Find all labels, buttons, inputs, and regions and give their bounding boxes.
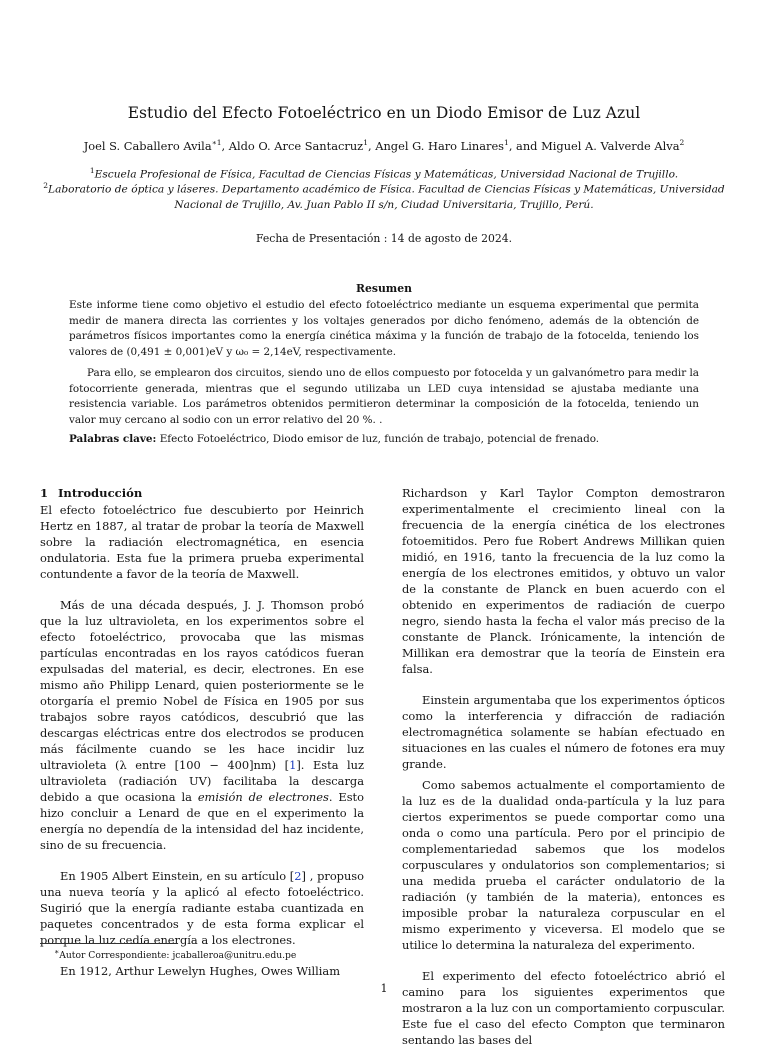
text-run: . Esto hizo concluir a Lenard de que en el experimento la energía no dependía de la intensidad del haz incidente, sino de su frecuencia.: [40, 790, 364, 852]
keywords-line: [69, 432, 699, 448]
author-name: Aldo O. Arce Santacruz: [228, 138, 364, 153]
keywords-label: Palabras clave:: [69, 433, 157, 445]
text-run: ]. Esta luz ultravioleta (radiación UV) facilitaba la descarga debido a que ocasiona la: [40, 758, 364, 804]
author-mark: 2: [679, 138, 685, 147]
emphasis-text: emisión de electrones: [197, 790, 329, 804]
abstract-paragraph-2: Para ello, se emplearon dos circuitos, siendo uno de ellos compuesto por fotocelda y un galvanómetro para medir la fotocorriente generada, mientras que el segundo utilizaba un LED cuya intensidad se ajustaba mediante una resistencia variable. Los parámetros obtenidos permitieron determinar la composición de la fotocelda, teniendo un valor muy cercano al sodio con un error relativo del 20 %. .: [69, 367, 699, 426]
intro-paragraph-3: [40, 868, 364, 948]
right-column: [402, 485, 725, 1048]
citation-link[interactable]: 1: [289, 758, 297, 772]
author-separator: ,: [221, 138, 229, 153]
author-list: [0, 138, 768, 153]
intro-paragraph-7: Como sabemos actualmente el comportamiento de la luz es de la dualidad onda-partícula y la luz para ciertos experimentos se puede comportar como una onda o como una partícula. Pero por el principio de complementariedad sabemos que los modelos corpusculares y ondulatorios son complementarios; si una medida prueba el carácter ondulatorio de la radiación (y también de la materia), entonces es imposible probar la naturaleza corpuscular en el mismo experimento y viceversa. El modelo que se utilice lo determina la naturaleza del experimento.: [402, 778, 725, 952]
intro-paragraph-1: El efecto fotoeléctrico fue descubierto por Heinrich Hertz en 1887, al tratar de probar la teoría de Maxwell sobre la radiación electromagnética, en esencia ondulatoria. Esta fue la primera prueba experimental contundente a favor de la teoría de Maxwell.: [40, 503, 364, 581]
affiliation-text: Escuela Profesional de Física, Facultad de Ciencias Físicas y Matemáticas, Universidad Nacional de Trujillo.: [94, 168, 679, 181]
keywords-text: Efecto Fotoeléctrico, Diodo emisor de luz, función de trabajo, potencial de frenado.: [159, 433, 600, 445]
affiliation-2: [40, 178, 728, 213]
text-run: Más de una década después, J. J. Thomson probó que la luz ultravioleta, en los experimentos sobre el efecto fotoeléctrico, provocaba que las mismas partículas encontradas en los rayos catódicos fueran expulsadas del material, es decir, electrones. En ese mismo año Philipp Lenard, quien posteriormente se le otorgaría el premio Nobel de Física en 1905 por sus trabajos sobre rayos catódicos, descubrió que las descargas eléctricas entre dos electrodos se producen más fácilmente cuando se les hace incidir luz ultravioleta (λ entre [100 − 400]nm) [: [40, 598, 364, 772]
citation-link[interactable]: 2: [294, 869, 302, 883]
author-separator: ,: [367, 138, 376, 153]
intro-paragraph-5: Richardson y Karl Taylor Compton demostraron experimentalmente el crecimiento lineal con la frecuencia de la energía cinética de los electrones fotoemitidos. Pero fue Robert Andrews Millikan quien midió, en 1916, tanto la frecuencia de la luz como la energía de los electrones emitidos, y obtuvo un valor de la constante de Planck en buen acuerdo con el obtenido en experimentos de radiación de cuerpo negro, siendo hasta la fecha el valor más preciso de la constante de Planck. Irónicamente, la intención de Millikan era demostrar que la teoría de Einstein era falsa.: [402, 486, 725, 676]
author-name: Angel G. Haro Linares: [375, 138, 505, 153]
intro-paragraph-2: [40, 597, 364, 853]
author-separator: , and: [508, 138, 542, 153]
footnote-mark: ∗: [54, 947, 60, 956]
intro-paragraph-4: En 1912, Arthur Lewelyn Hughes, Owes William: [60, 964, 341, 978]
section-number: 1: [40, 486, 49, 500]
footnote: [54, 947, 296, 961]
affiliation-text: Laboratorio de óptica y láseres. Departamento académico de Física. Facultad de Ciencias Físicas y Matemáticas, Universidad Nacional de Trujillo, Av. Juan Pablo II s/n, Ciudad Universitaria, Trujillo, Perú.: [48, 183, 725, 211]
affiliation-mark: 1: [89, 166, 95, 175]
footnote-rule: [40, 943, 178, 944]
author-mark: ∗1: [211, 138, 222, 147]
abstract-paragraph-1: Este informe tiene como objetivo el estudio del efecto fotoeléctrico mediante un esquema experimental que permita medir de manera directa las corrientes y los voltajes generados por dicho fenómeno, además de la obtención de parámetros físicos importantes como la energía cinética máxima y la función de trabajo de la fotocelda, teniendo los valores de (0,491 ± 0,001)eV y ω₀ = 2,14eV, respectivamente.: [69, 299, 699, 358]
intro-paragraph-8: El experimento del efecto fotoeléctrico abrió el camino para los siguientes experimentos que mostraron a la luz con un comportamiento corpuscular. Este fue el caso del efecto Compton que terminaron sentando las bases del: [402, 969, 725, 1047]
text-run: ] , propuso una nueva teoría y la aplicó al efecto fotoeléctrico. Sugirió que la energía radiante estaba cuantizada en paquetes concentrados y de esta forma explicar el porque la luz cedía energía a los electrones.: [40, 869, 365, 947]
left-column: [40, 485, 364, 979]
section-heading: [40, 485, 364, 501]
section-title: Introducción: [58, 486, 143, 500]
page-number: 1: [380, 982, 388, 995]
intro-paragraph-6: Einstein argumentaba que los experimentos ópticos como la interferencia y difracción de radiación electromagnética solamente se habían efectuado en situaciones en las cuales el número de fotones era muy grande.: [402, 693, 725, 771]
author-mark: 1: [504, 138, 509, 147]
footnote-text: Autor Correspondiente: jcaballeroa@unitru.edu.pe: [59, 950, 297, 962]
paper-title: Estudio del Efecto Fotoeléctrico en un Diodo Emisor de Luz Azul: [127, 104, 641, 122]
author-mark: 1: [363, 138, 368, 147]
author-name: Joel S. Caballero Avila: [83, 138, 212, 153]
author-name: Miguel A. Valverde Alva: [541, 138, 680, 153]
text-run: En 1905 Albert Einstein, en su artículo [: [60, 869, 295, 883]
abstract-heading: Resumen: [356, 282, 412, 295]
submission-date: Fecha de Presentación : 14 de agosto de 2024.: [255, 232, 513, 245]
affiliation-mark: 2: [43, 181, 49, 190]
